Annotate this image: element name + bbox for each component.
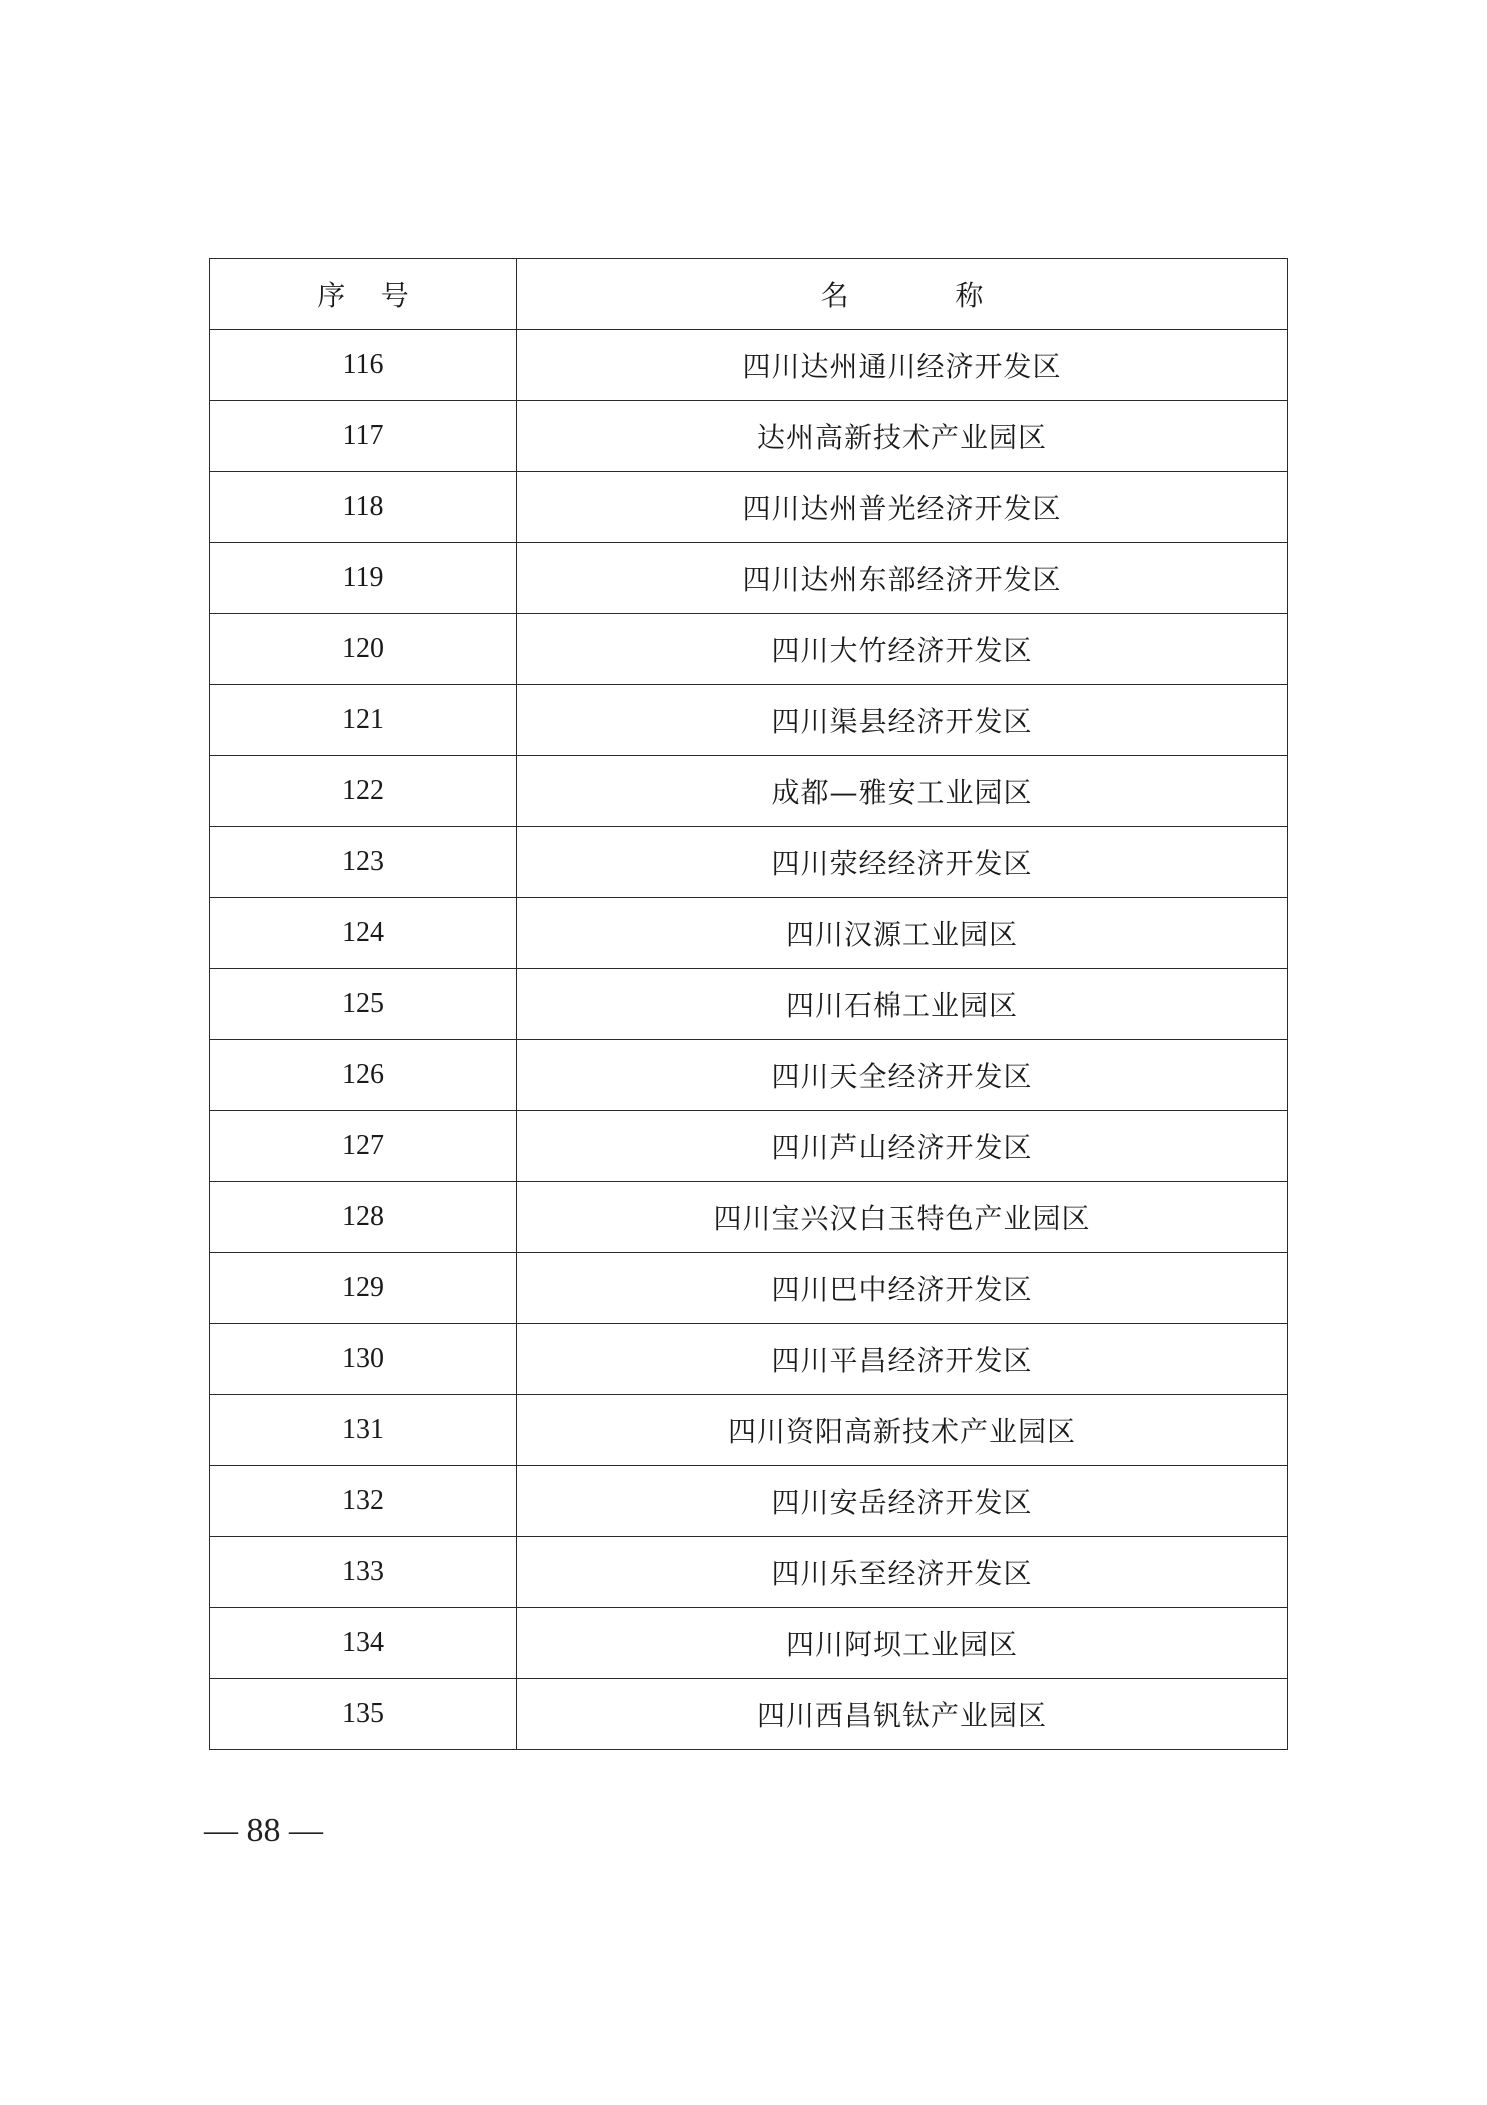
row-name: 四川阿坝工业园区 bbox=[517, 1608, 1288, 1679]
table-row bbox=[210, 330, 1288, 401]
row-name: 四川芦山经济开发区 bbox=[517, 1111, 1288, 1182]
row-name: 四川西昌钒钛产业园区 bbox=[517, 1679, 1288, 1750]
park-list-table bbox=[209, 258, 1288, 1750]
table-row bbox=[210, 1537, 1288, 1608]
row-name: 四川荥经经济开发区 bbox=[517, 827, 1288, 898]
row-seq: 129 bbox=[210, 1253, 517, 1324]
row-name: 四川汉源工业园区 bbox=[517, 898, 1288, 969]
table-row bbox=[210, 1608, 1288, 1679]
row-seq: 128 bbox=[210, 1182, 517, 1253]
row-seq: 120 bbox=[210, 614, 517, 685]
row-name: 四川石棉工业园区 bbox=[517, 969, 1288, 1040]
row-name: 四川宝兴汉白玉特色产业园区 bbox=[517, 1182, 1288, 1253]
row-seq: 130 bbox=[210, 1324, 517, 1395]
row-name: 四川大竹经济开发区 bbox=[517, 614, 1288, 685]
table-row bbox=[210, 827, 1288, 898]
table-row bbox=[210, 756, 1288, 827]
row-seq: 126 bbox=[210, 1040, 517, 1111]
table-row bbox=[210, 1040, 1288, 1111]
row-seq: 123 bbox=[210, 827, 517, 898]
row-seq: 121 bbox=[210, 685, 517, 756]
table-row bbox=[210, 614, 1288, 685]
table-row bbox=[210, 1182, 1288, 1253]
table-row bbox=[210, 969, 1288, 1040]
row-seq: 134 bbox=[210, 1608, 517, 1679]
row-seq: 124 bbox=[210, 898, 517, 969]
table-row bbox=[210, 472, 1288, 543]
table-row bbox=[210, 685, 1288, 756]
table-row bbox=[210, 898, 1288, 969]
header-seq: 序 号 bbox=[210, 259, 517, 330]
row-name: 四川达州东部经济开发区 bbox=[517, 543, 1288, 614]
row-seq: 135 bbox=[210, 1679, 517, 1750]
table-row bbox=[210, 1324, 1288, 1395]
row-seq: 131 bbox=[210, 1395, 517, 1466]
row-name: 四川巴中经济开发区 bbox=[517, 1253, 1288, 1324]
table-row bbox=[210, 401, 1288, 472]
row-seq: 132 bbox=[210, 1466, 517, 1537]
table-row bbox=[210, 1111, 1288, 1182]
row-name: 达州高新技术产业园区 bbox=[517, 401, 1288, 472]
row-name: 四川达州通川经济开发区 bbox=[517, 330, 1288, 401]
row-seq: 122 bbox=[210, 756, 517, 827]
row-name: 四川资阳高新技术产业园区 bbox=[517, 1395, 1288, 1466]
row-name: 四川平昌经济开发区 bbox=[517, 1324, 1288, 1395]
table-row bbox=[210, 1466, 1288, 1537]
header-name: 名 称 bbox=[517, 259, 1288, 330]
page-number: — 88 — bbox=[204, 1812, 323, 1849]
table-header-row bbox=[210, 259, 1288, 330]
table-row bbox=[210, 1253, 1288, 1324]
table-body bbox=[210, 330, 1288, 1750]
row-name: 四川达州普光经济开发区 bbox=[517, 472, 1288, 543]
row-seq: 118 bbox=[210, 472, 517, 543]
row-seq: 133 bbox=[210, 1537, 517, 1608]
row-seq: 119 bbox=[210, 543, 517, 614]
row-name: 四川渠县经济开发区 bbox=[517, 685, 1288, 756]
row-seq: 127 bbox=[210, 1111, 517, 1182]
table-row bbox=[210, 1395, 1288, 1466]
row-seq: 116 bbox=[210, 330, 517, 401]
row-seq: 117 bbox=[210, 401, 517, 472]
table-row bbox=[210, 1679, 1288, 1750]
row-name: 四川天全经济开发区 bbox=[517, 1040, 1288, 1111]
row-seq: 125 bbox=[210, 969, 517, 1040]
row-name: 四川安岳经济开发区 bbox=[517, 1466, 1288, 1537]
row-name: 成都—雅安工业园区 bbox=[517, 756, 1288, 827]
table-row bbox=[210, 543, 1288, 614]
row-name: 四川乐至经济开发区 bbox=[517, 1537, 1288, 1608]
